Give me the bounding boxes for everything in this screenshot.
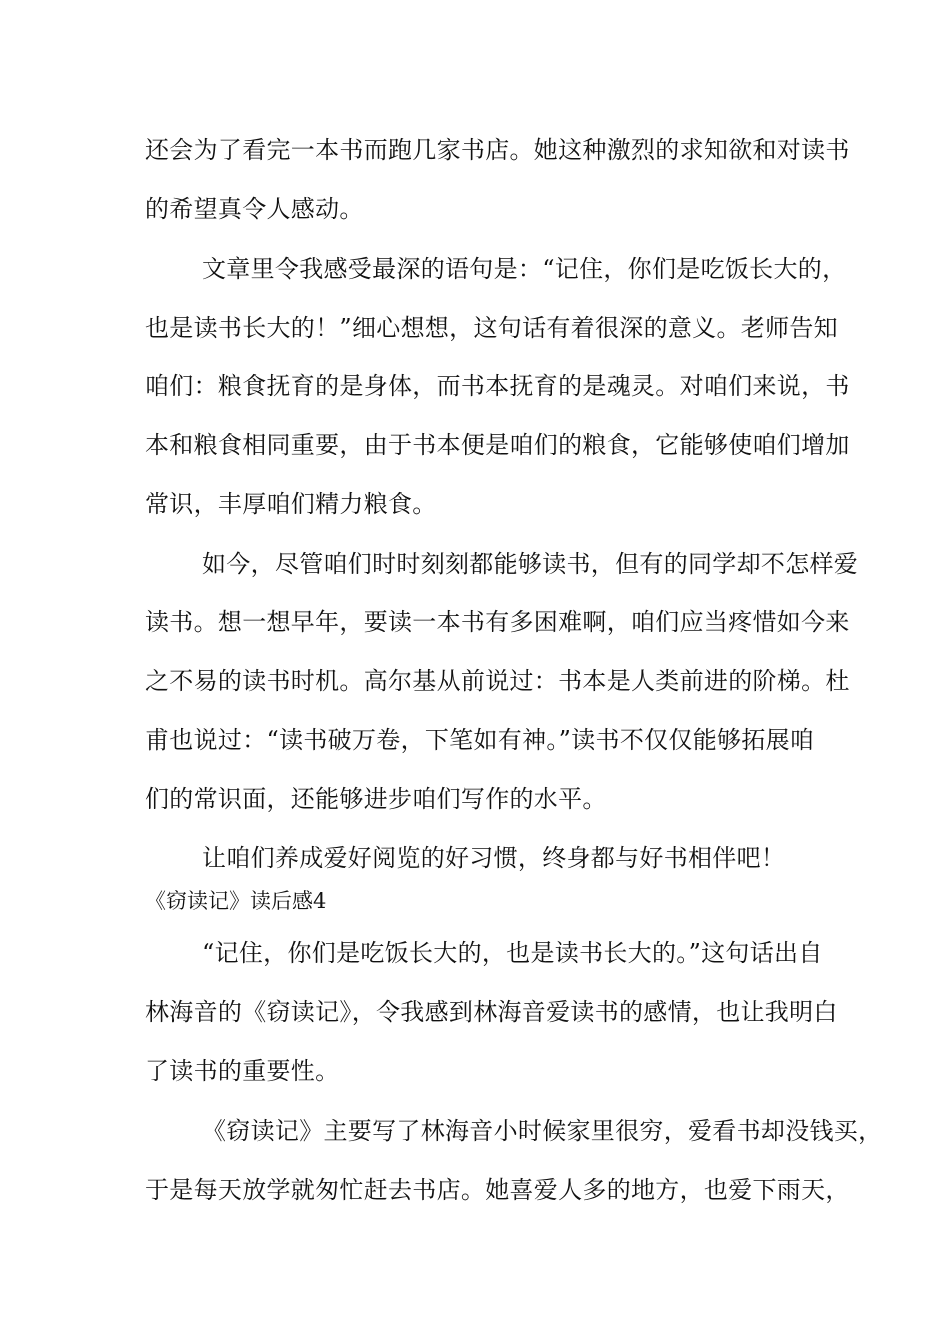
text-line: 咱们：粮食抚育的是身体，而书本抚育的是魂灵。对咱们来说，书 (145, 372, 850, 400)
text-line: 林海音的《窃读记》，令我感到林海音爱读书的感情，也让我明白 (145, 998, 838, 1026)
paragraph-start-line: “记住，你们是吃饭长大的，也是读书长大的。”这句话出自 (202, 939, 823, 967)
text-line: 的希望真令人感动。 (145, 195, 364, 223)
text-line: 常识，丰厚咱们精力粮食。 (145, 490, 437, 518)
text-line: 于是每天放学就匆忙赶去书店。她喜爱人多的地方，也爱下雨天， (145, 1176, 850, 1204)
paragraph-start-line: 让咱们养成爱好阅览的好习惯，终身都与好书相伴吧！ (202, 844, 786, 872)
text-line: 之不易的读书时机。高尔基从前说过：书本是人类前进的阶梯。杜 (145, 667, 850, 695)
section-heading: 《窃读记》读后感4 (145, 889, 327, 913)
paragraph-start-line: 文章里令我感受最深的语句是：“记住，你们是吃饭长大的， (202, 255, 847, 283)
paragraph-start-line: 如今，尽管咱们时时刻刻都能够读书，但有的同学却不怎样爱 (202, 550, 859, 578)
text-line: 甫也说过：“读书破万卷，下笔如有神。”读书不仅仅能够拓展咱 (145, 726, 815, 754)
text-line: 读书。想一想早年，要读一本书有多困难啊，咱们应当疼惜如今来 (145, 608, 850, 636)
text-line: 还会为了看完一本书而跑几家书店。她这种激烈的求知欲和对读书 (145, 136, 850, 164)
paragraph-start-line: 《窃读记》主要写了林海音小时候家里很穷，爱看书却没钱买， (202, 1117, 883, 1145)
text-line: 本和粮食相同重要，由于书本便是咱们的粮食，它能够使咱们增加 (145, 431, 850, 459)
text-line: 也是读书长大的！”细心想想，这句话有着很深的意义。老师告知 (145, 314, 838, 342)
text-line: 们的常识面，还能够进步咱们写作的水平。 (145, 785, 607, 813)
text-line: 了读书的重要性。 (145, 1057, 340, 1085)
